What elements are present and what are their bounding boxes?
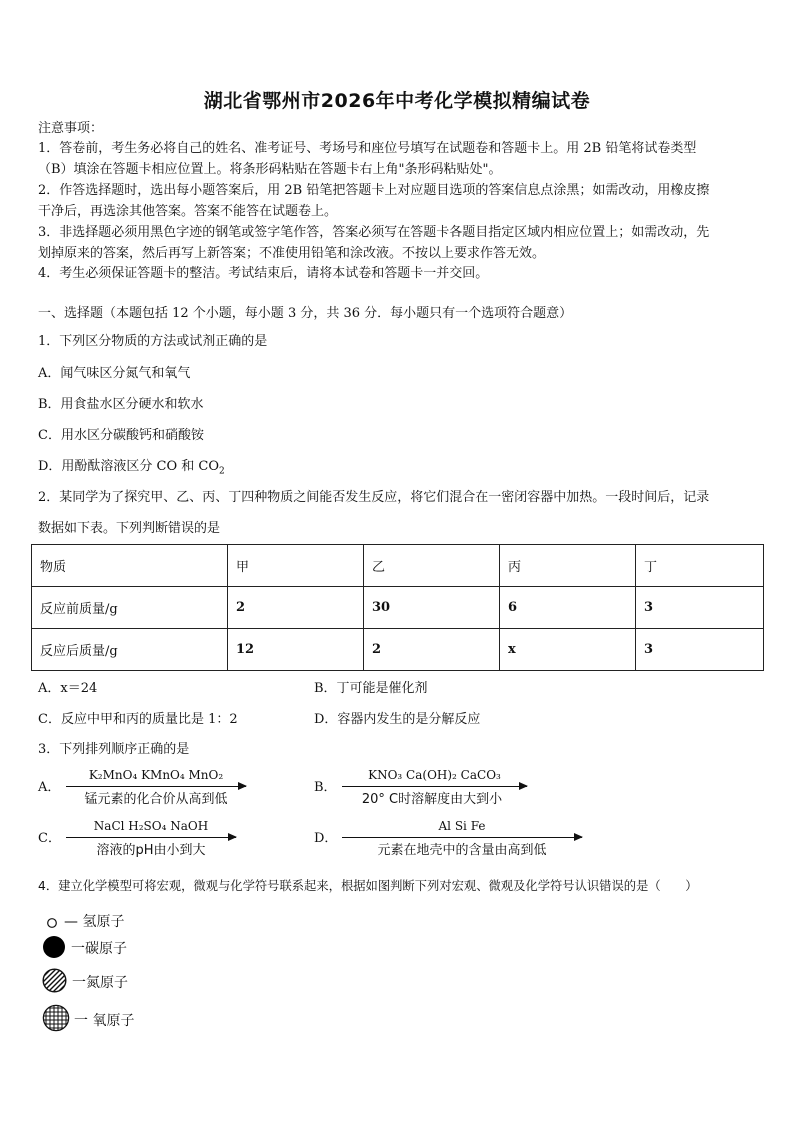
reaction-arrow-icon [342,837,582,838]
table-cell: 3 [636,629,764,671]
q3-option-a-label: A． [38,780,61,795]
question-2-stem-cont: 数据如下表。下列判断错误的是 [38,521,221,536]
question-4-stem: 4．建立化学模型可将宏观，微观与化学符号联系起来，根据如图判断下列对宏观、微观及化学符号认识错误的是（ ） [38,879,698,893]
q3-option-c-formula: NaCl H₂SO₄ NaOH [93,819,209,833]
q3-option-b-label: B． [314,780,337,795]
notice-line: 划掉原来的答案，然后再写上新答案；不准使用铅笔和涂改液。不按以上要求作答无效。 [38,246,546,261]
section-heading: 一、选择题（本题包括 12 个小题，每小题 3 分，共 36 分．每小题只有一个选项符合题意） [38,306,573,321]
notice-line: 1．答卷前，考生务必将自己的姓名、准考证号、考场号和座位号填写在试题卷和答题卡上。用 2B 铅笔将试卷类型 [38,141,697,156]
reaction-arrow-icon [66,837,236,838]
legend-label-carbon: 一碳原子 [71,941,127,957]
q3-option-b-formula: KNO₃ Ca(OH)₂ CaCO₃ [368,768,501,782]
notice-line: 3．非选择题必须用黑色字迹的钢笔或签字笔作答，答案必须写在答题卡各题目指定区域内相应位置上；如需改动，先 [38,225,710,240]
table-header-row [32,545,764,587]
q3-option-c-caption: 溶液的pH由小到大 [96,843,206,858]
carbon-atom-icon [42,935,66,959]
reaction-arrow-icon [342,786,527,787]
q2-option-c: C．反应中甲和丙的质量比是 1：2 [38,712,238,727]
q3-option-c-label: C． [38,831,61,846]
notice-line: （B）填涂在答题卡相应位置上。将条形码粘贴在答题卡右上角"条形码粘贴处"。 [38,162,502,177]
data-table [31,544,764,671]
page-title: 湖北省鄂州市2026年中考化学模拟精编试卷 [203,90,591,112]
table-cell: 反应后质量/g [32,629,228,671]
table-cell: 丙 [500,545,636,587]
q3-option-d-label: D． [314,831,338,846]
table-cell: x [500,629,636,671]
reaction-arrow-icon [66,786,246,787]
table-cell: 30 [364,587,500,629]
notice-line: 2．作答选择题时，选出每小题答案后，用 2B 铅笔把答题卡上对应题目选项的答案信息点涂黑；如需改动，用橡皮擦 [38,183,710,198]
q1-option-c: C．用水区分碳酸钙和硝酸铵 [38,428,204,443]
notice-line: 4．考生必须保证答题卡的整洁。考试结束后，请将本试卷和答题卡一并交回。 [38,266,489,281]
oxygen-atom-icon [42,1004,70,1032]
table-cell: 2 [364,629,500,671]
hydrogen-atom-icon [46,914,58,926]
q2-option-d: D．容器内发生的是分解反应 [314,712,481,727]
table-cell: 2 [228,587,364,629]
nitrogen-atom-icon [42,968,67,993]
table-cell: 物质 [32,545,228,587]
q2-option-b: B．丁可能是催化剂 [314,681,428,696]
table-cell: 反应前质量/g [32,587,228,629]
table-cell: 6 [500,587,636,629]
q1-option-d: D．用酚酞溶液区分 CO 和 $CO_2$ [38,459,225,477]
table-cell: 乙 [364,545,500,587]
q3-option-a-formula: K₂MnO₄ KMnO₄ MnO₂ [88,768,224,782]
table-row [32,629,764,671]
legend-label-hydrogen: — 氢原子 [64,914,125,930]
q3-option-d-formula: Al Si Fe [438,819,486,833]
q3-option-d-caption: 元素在地壳中的含量由高到低 [377,843,547,858]
table-cell: 丁 [636,545,764,587]
table-row [32,587,764,629]
legend-label-nitrogen: 一氮原子 [72,975,128,991]
q1-option-a: A．闻气味区分氮气和氧气 [38,366,191,381]
legend-label-oxygen: 一 氧原子 [74,1013,135,1029]
question-2-stem: 2．某同学为了探究甲、乙、丙、丁四种物质之间能否发生反应，将它们混合在一密闭容器中加热。一段时间后，记录 [38,490,710,505]
notice-heading: 注意事项： [38,121,104,136]
q2-option-a: A．x＝24 [38,681,98,696]
question-1-stem: 1．下列区分物质的方法或试剂正确的是 [38,334,268,349]
q3-option-b-caption: 20° C时溶解度由大到小 [361,792,503,807]
table-cell: 12 [228,629,364,671]
question-3-stem: 3．下列排列顺序正确的是 [38,742,190,757]
q1-option-b: B．用食盐水区分硬水和软水 [38,397,204,412]
notice-line: 干净后，再选涂其他答案。答案不能答在试题卷上。 [38,204,338,219]
table-cell: 3 [636,587,764,629]
table-cell: 甲 [228,545,364,587]
q3-option-a-caption: 锰元素的化合价从高到低 [84,792,228,807]
